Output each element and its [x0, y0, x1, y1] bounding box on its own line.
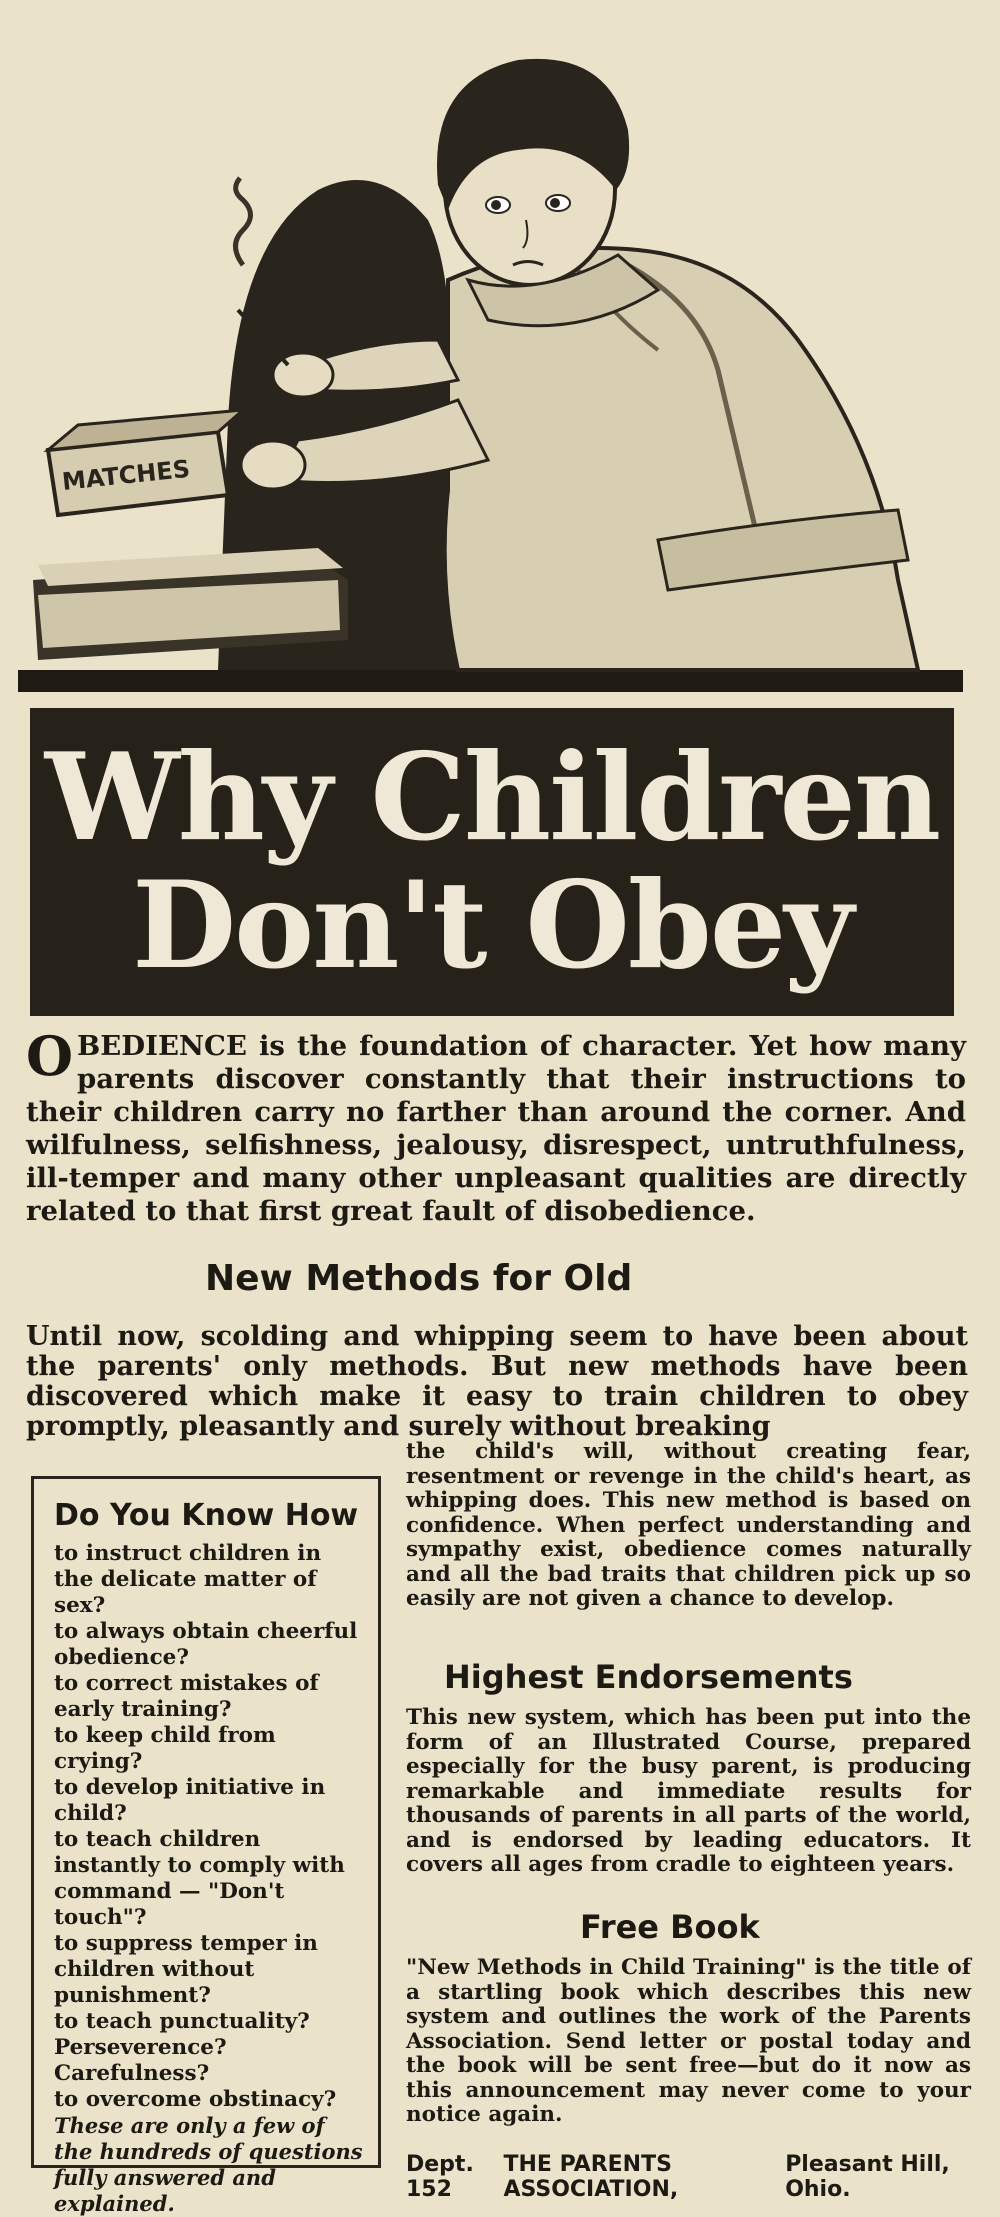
- intro-dropcap: O: [26, 1024, 74, 1088]
- endorsements-text: This new system, which has been put into the form of an Illustrated Course, prepared especially for the busy parent, is producing remarkable and immediate results for thousands of parents in all parts of the world, and is endorsed by leading educators. It covers all ages from cradle to eighteen years.: [406, 1705, 971, 1877]
- do-you-know-how-box: [31, 1476, 381, 2216]
- new-methods-heading: New Methods for Old: [205, 1258, 633, 1299]
- sidebar-item: to teach punctuality? Perseverence? Carefulness?: [54, 2009, 310, 2086]
- free-book-heading: Free Book: [580, 1908, 760, 1946]
- headline-line-1: Why Children: [44, 727, 940, 868]
- free-book-text: "New Methods in Child Training" is the title of a startling book which describes this new system and outlines the work of the Parents Association. Send letter or postal today and the book will be sent free—but do it now as this announcement may never come to your notice again.: [406, 1955, 971, 2127]
- intro-paragraph: [26, 1024, 966, 1228]
- boy-with-matches-illustration: [18, 20, 983, 700]
- sidebar-item: to always obtain cheerful obedience?: [54, 1619, 358, 1670]
- sidebar-item: to keep child from crying?: [54, 1723, 276, 1774]
- location: Pleasant Hill, Ohio.: [785, 2152, 950, 2202]
- sidebar-title: Do You Know How: [54, 1498, 359, 1533]
- new-methods-text-wide: Until now, scolding and whipping seem to have been about the parents' only methods. But new methods have been discovered which make it easy to train children to obey promptly, pleasantly and surely without breaking: [26, 1321, 968, 1442]
- sidebar-item: to suppress temper in children without punishment?: [54, 1931, 318, 2008]
- sidebar-item: to develop initiative in child?: [54, 1775, 326, 1826]
- sidebar-item: to teach children instantly to comply with command — "Don't touch"?: [54, 1827, 345, 1930]
- intro-text: BEDIENCE is the foundation of character. Yet how many parents discover constantly that their instructions to their children carry no farther than around the corner. And wilfulness, selfishness, jealousy, disrespect, untruthfulness, ill-temper and many other unpleasant qualities are directly related to that first great fault of disobedience.: [26, 1030, 966, 1227]
- new-methods-text-narrow: the child's will, without creating fear, resentment or revenge in the child's heart, as whipping does. This new method is based on confidence. When perfect understanding and sympathy exist, obedience comes naturally and all the bad traits that children pick up so easily are not given a chance to develop.: [406, 1439, 971, 1611]
- endorsements-heading: Highest Endorsements: [444, 1658, 853, 1696]
- organization-name: THE PARENTS ASSOCIATION,: [503, 2152, 679, 2202]
- sidebar-item: to correct mistakes of early training?: [54, 1671, 319, 1722]
- sidebar-item: to overcome obstinacy?: [54, 2087, 337, 2112]
- headline-line-2: Don't Obey: [132, 855, 852, 996]
- matches-box-label: MATCHES: [60, 454, 192, 496]
- sidebar-note: These are only a few of the hundreds of questions fully answered and explained.: [54, 2113, 363, 2216]
- dept-number: Dept. 152: [406, 2152, 474, 2202]
- address-line: [406, 2152, 976, 2202]
- sidebar-item: to instruct children in the delicate matter of sex?: [54, 1541, 322, 1618]
- headline-banner: [30, 708, 954, 1016]
